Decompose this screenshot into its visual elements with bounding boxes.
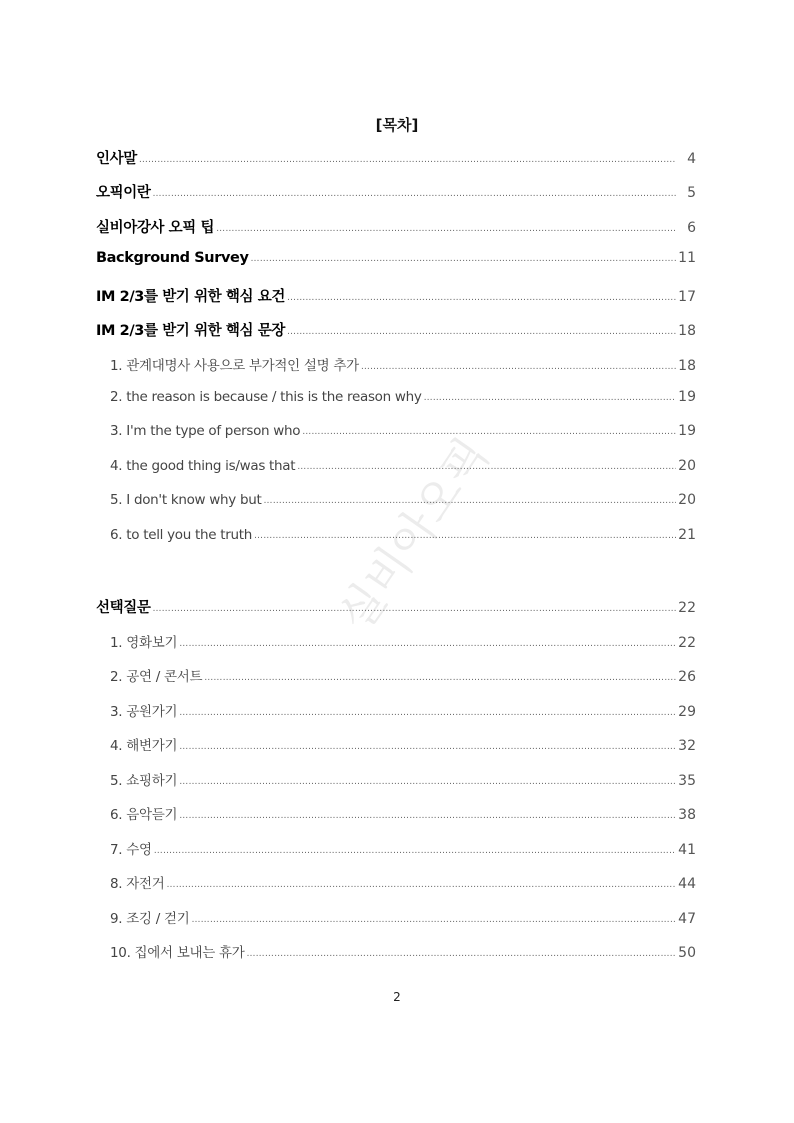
toc-page-number: 11 <box>678 250 696 266</box>
toc-label: 인사말 <box>96 151 137 167</box>
dot-leader <box>302 427 676 437</box>
toc-subentry[interactable] <box>110 907 696 929</box>
toc-page-number: 4 <box>687 151 696 167</box>
toc-subentry[interactable] <box>110 389 696 411</box>
dot-leader <box>251 254 677 264</box>
toc-label: 3. I'm the type of person who <box>110 423 301 439</box>
toc-page-number: 19 <box>678 423 696 439</box>
page-title: [목차] <box>375 116 419 134</box>
toc-page-number: 50 <box>678 945 696 961</box>
toc-label: 1. 영화보기 <box>110 635 178 651</box>
toc-label: 선택질문 <box>96 600 151 616</box>
toc-page-number: 41 <box>678 842 696 858</box>
toc-page-number: 29 <box>678 704 696 720</box>
toc-label: 8. 자전거 <box>110 876 165 892</box>
dot-leader <box>254 531 676 541</box>
dot-leader <box>179 708 676 718</box>
toc-page-number: 44 <box>678 876 696 892</box>
toc-subentry[interactable] <box>110 700 696 722</box>
toc-label: IM 2/3를 받기 위한 핵심 요건 <box>96 289 286 305</box>
toc-label: 실비아강사 오픽 팁 <box>96 220 215 236</box>
toc-label: Background Survey <box>96 250 249 266</box>
toc-label: 6. 음악듣기 <box>110 807 178 823</box>
toc-entry-selected-questions[interactable] <box>96 596 696 618</box>
dot-leader <box>152 604 676 614</box>
toc-page-number: 22 <box>678 600 696 616</box>
toc-label: 4. 해변가기 <box>110 738 178 754</box>
toc-subentry[interactable] <box>110 631 696 653</box>
dot-leader <box>361 362 676 372</box>
dot-leader <box>424 393 676 403</box>
toc-page-number: 17 <box>678 289 696 305</box>
dot-leader <box>152 189 676 199</box>
toc-label: IM 2/3를 받기 위한 핵심 문장 <box>96 323 286 339</box>
footer-page-number: 2 <box>393 990 401 1004</box>
dot-leader <box>246 949 676 959</box>
toc-label: 3. 공원가기 <box>110 704 178 720</box>
toc-entry-core-requirements[interactable] <box>96 285 696 307</box>
toc-page-number: 18 <box>678 323 696 339</box>
dot-leader <box>167 880 677 890</box>
toc-page-number: 6 <box>687 220 696 236</box>
toc-subentry[interactable] <box>110 665 696 687</box>
toc-page-number: 35 <box>678 773 696 789</box>
toc-label: 7. 수영 <box>110 842 152 858</box>
toc-label: 9. 조깅 / 걷기 <box>110 911 190 927</box>
dot-leader <box>287 293 676 303</box>
toc-label: 2. 공연 / 콘서트 <box>110 669 203 685</box>
toc-entry-tips[interactable] <box>96 216 696 238</box>
dot-leader <box>297 462 676 472</box>
toc-label: 5. I don't know why but <box>110 492 262 508</box>
toc-subentry[interactable] <box>110 492 696 514</box>
dot-leader <box>179 639 676 649</box>
toc-subentry[interactable] <box>110 872 696 894</box>
toc-entry-background-survey[interactable] <box>96 250 696 272</box>
toc-page-number: 26 <box>678 669 696 685</box>
toc-subentry[interactable] <box>110 838 696 860</box>
dot-leader <box>216 224 676 234</box>
toc-page-number: 19 <box>678 389 696 405</box>
toc-subentry[interactable] <box>110 769 696 791</box>
toc-label: 10. 집에서 보내는 휴가 <box>110 945 245 961</box>
toc-page-number: 5 <box>687 185 696 201</box>
toc-page-number: 32 <box>678 738 696 754</box>
dot-leader <box>204 673 676 683</box>
toc-label: 오픽이란 <box>96 185 151 201</box>
toc-page-number: 20 <box>678 458 696 474</box>
toc-subentry[interactable] <box>110 527 696 549</box>
dot-leader <box>154 846 676 856</box>
toc-label: 5. 쇼핑하기 <box>110 773 178 789</box>
toc-page-number: 47 <box>678 911 696 927</box>
toc-label: 6. to tell you the truth <box>110 527 252 543</box>
dot-leader <box>139 155 676 165</box>
toc-subentry[interactable] <box>110 941 696 963</box>
toc-entry-core-sentences[interactable] <box>96 319 696 341</box>
dot-leader <box>179 777 676 787</box>
toc-entry-about-opic[interactable] <box>96 181 696 203</box>
toc-page-number: 22 <box>678 635 696 651</box>
toc-page-number: 18 <box>678 358 696 374</box>
dot-leader <box>179 742 676 752</box>
toc-subentry[interactable] <box>110 734 696 756</box>
dot-leader <box>287 327 676 337</box>
toc-page-number: 20 <box>678 492 696 508</box>
toc-label: 4. the good thing is/was that <box>110 458 296 474</box>
watermark: 실비아오픽 <box>327 428 500 642</box>
toc-page-number: 21 <box>678 527 696 543</box>
toc-subentry[interactable] <box>110 458 696 480</box>
dot-leader <box>179 811 676 821</box>
dot-leader <box>191 915 676 925</box>
toc-subentry[interactable] <box>110 803 696 825</box>
dot-leader <box>264 496 677 506</box>
toc-entry-greeting[interactable] <box>96 147 696 169</box>
toc-label: 1. 관계대명사 사용으로 부가적인 설명 추가 <box>110 358 359 374</box>
toc-subentry[interactable] <box>110 354 696 376</box>
toc-page-number: 38 <box>678 807 696 823</box>
toc-subentry[interactable] <box>110 423 696 445</box>
toc-label: 2. the reason is because / this is the reason why <box>110 389 422 405</box>
